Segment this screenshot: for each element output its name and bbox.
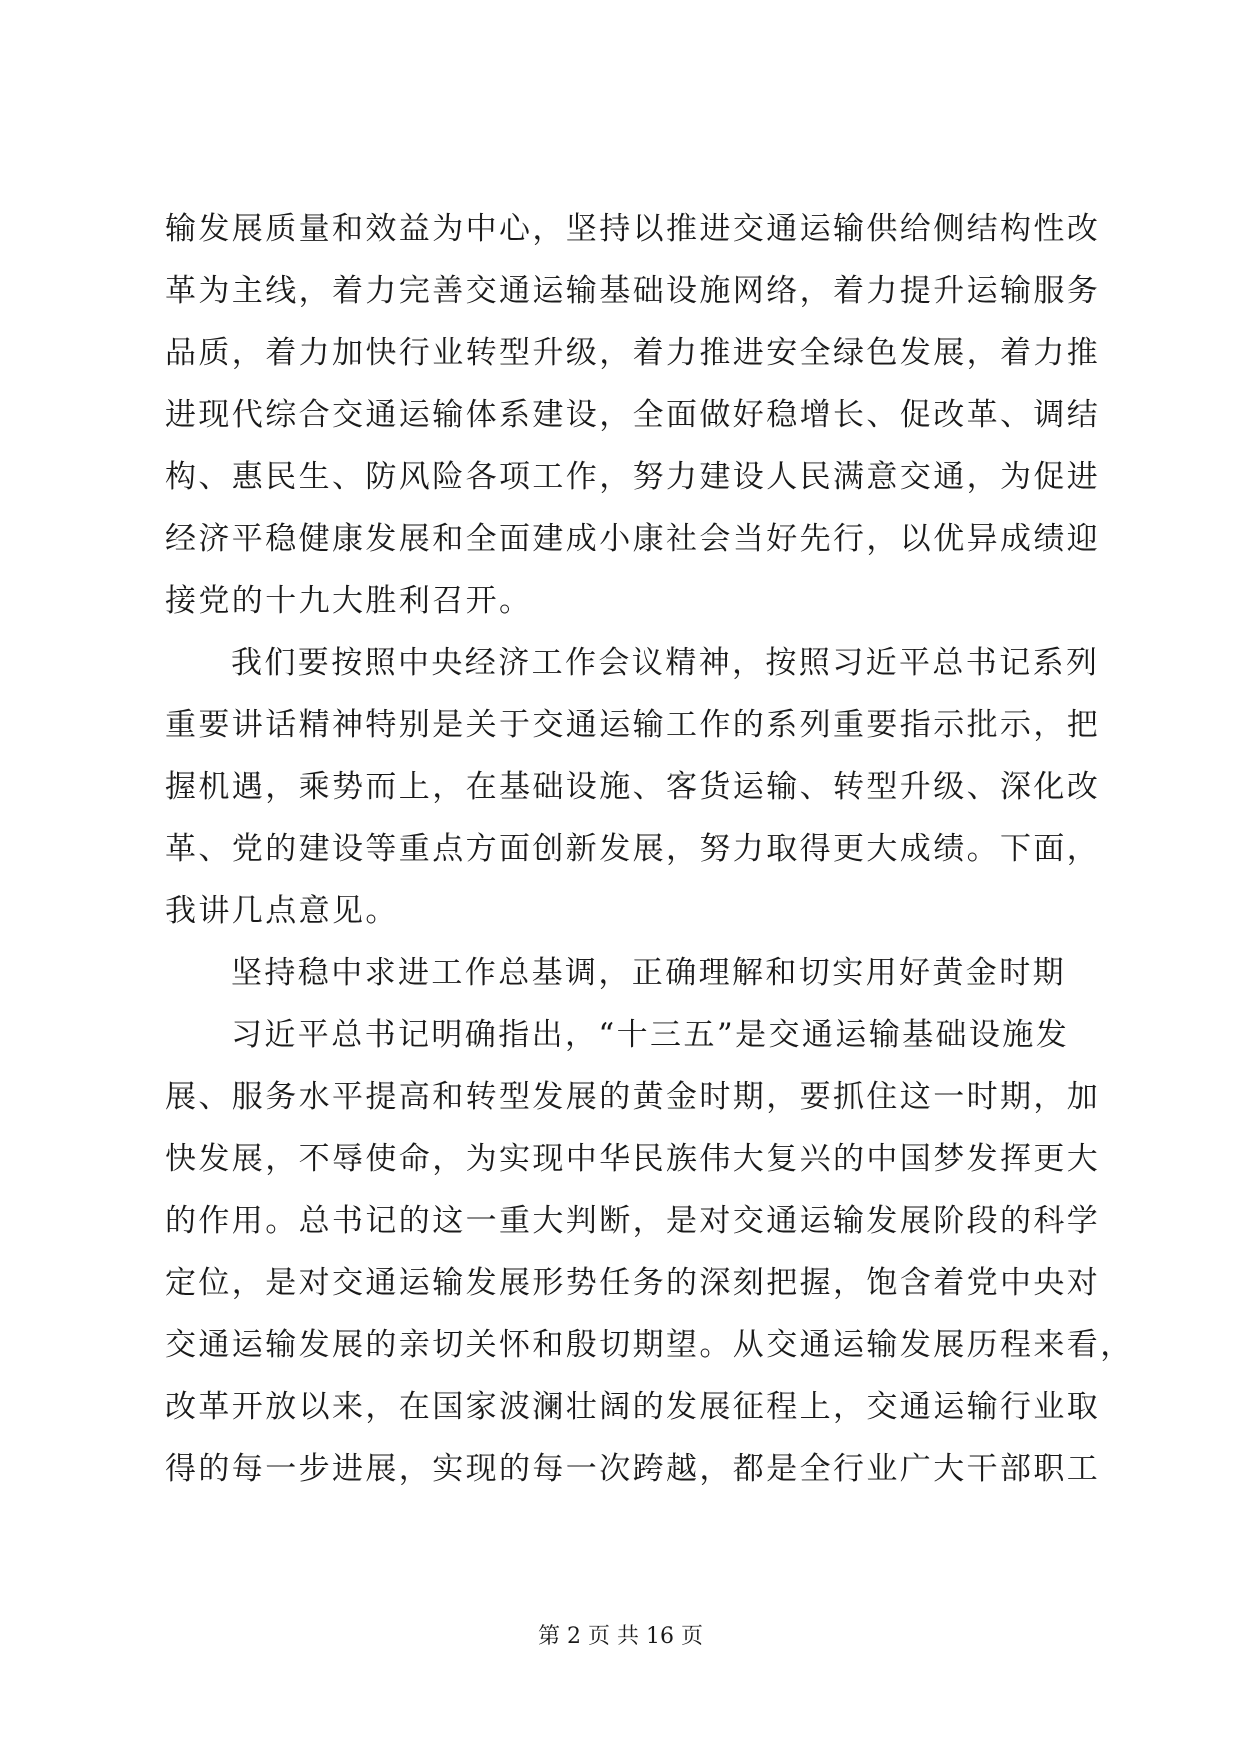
text-line: 改革开放以来，在国家波澜壮阔的发展征程上，交通运输行业取 — [165, 1389, 1101, 1425]
text-line: 展、服务水平提高和转型发展的黄金时期，要抓住这一时期，加 — [165, 1079, 1101, 1115]
text-line: 握机遇，乘势而上，在基础设施、客货运输、转型升级、深化改 — [165, 769, 1101, 805]
page-number: 第 2 页 共 16 页 — [538, 1624, 703, 1649]
paragraph-first-line: 习近平总书记明确指出，“十三五”是交通运输基础设施发 — [231, 1017, 1070, 1053]
text-line: 进现代综合交通运输体系建设，全面做好稳增长、促改革、调结 — [165, 397, 1101, 433]
page-footer — [0, 1622, 1241, 1652]
text-line: 品质，着力加快行业转型升级，着力推进安全绿色发展，着力推 — [165, 335, 1101, 371]
text-line: 我讲几点意见。 — [165, 893, 399, 929]
text-line: 得的每一步进展，实现的每一次跨越，都是全行业广大干部职工 — [165, 1451, 1101, 1487]
text-line: 的作用。总书记的这一重大判断，是对交通运输发展阶段的科学 — [165, 1203, 1101, 1239]
text-line: 接党的十九大胜利召开。 — [165, 583, 533, 619]
text-line: 输发展质量和效益为中心，坚持以推进交通运输供给侧结构性改 — [165, 211, 1101, 247]
document-body — [165, 198, 1134, 1500]
text-line: 革为主线，着力完善交通运输基础设施网络，着力提升运输服务 — [165, 273, 1101, 309]
text-line: 革、党的建设等重点方面创新发展，努力取得更大成绩。下面， — [165, 831, 1101, 867]
section-heading: 坚持稳中求进工作总基调，正确理解和切实用好黄金时期 — [231, 955, 1066, 991]
text-line: 定位，是对交通运输发展形势任务的深刻把握，饱含着党中央对 — [165, 1265, 1101, 1301]
text-line: 重要讲话精神特别是关于交通运输工作的系列重要指示批示，把 — [165, 707, 1101, 743]
text-line: 构、惠民生、防风险各项工作，努力建设人民满意交通，为促进 — [165, 459, 1101, 495]
paragraph-first-line: 我们要按照中央经济工作会议精神，按照习近平总书记系列 — [231, 645, 1100, 681]
text-line: 快发展，不辱使命，为实现中华民族伟大复兴的中国梦发挥更大 — [165, 1141, 1101, 1177]
text-line: 交通运输发展的亲切关怀和殷切期望。从交通运输发展历程来看， — [165, 1327, 1134, 1363]
text-line: 经济平稳健康发展和全面建成小康社会当好先行，以优异成绩迎 — [165, 521, 1101, 557]
